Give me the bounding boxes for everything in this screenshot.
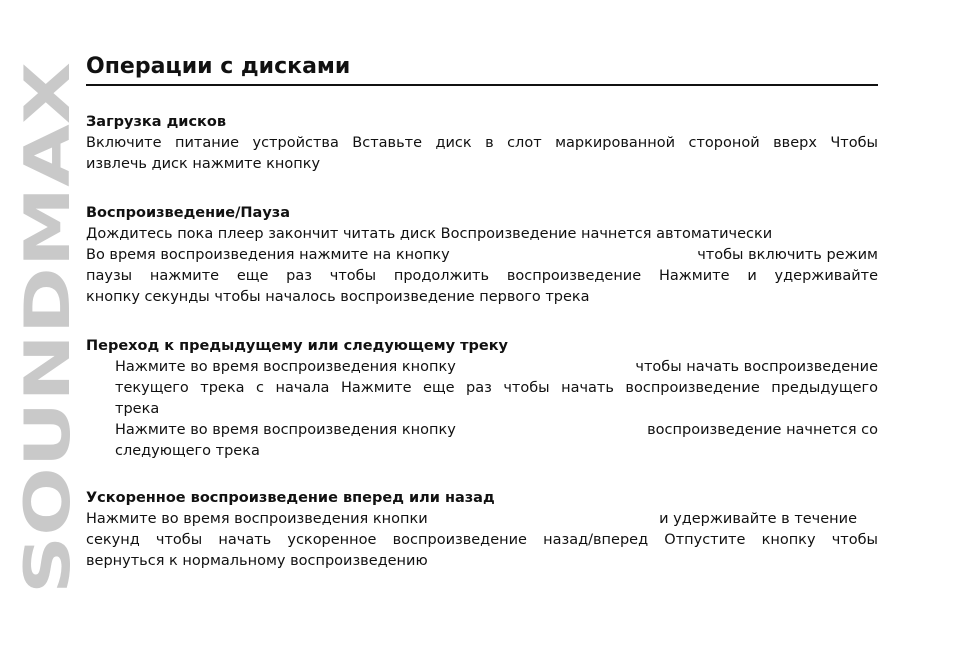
paragraph-line: паузы нажмите еще раз чтобы продолжить воспроизведение Нажмите и удерживайте (86, 268, 878, 284)
paragraph-line (86, 357, 878, 378)
section-track-skip (86, 336, 878, 462)
text-fragment: Нажмите во время воспроизведения кнопку (115, 422, 456, 438)
paragraph-line: текущего трека с начала Нажмите еще раз чтобы начать воспроизведение предыдущего (115, 380, 878, 396)
section-fast-forward-rewind (86, 488, 878, 572)
text-fragment: Нажмите во время воспроизведения кнопки (86, 511, 428, 527)
section-title: Воспроизведение/Пауза (86, 205, 290, 221)
paragraph-line: вернуться к нормальному воспроизведению (86, 553, 428, 569)
text-fragment: воспроизведение начнется со (647, 422, 878, 438)
paragraph-line: следующего трека (115, 443, 260, 459)
text-fragment: чтобы включить режим (697, 247, 878, 263)
paragraph-line: трека (115, 401, 160, 417)
paragraph-line: Включите питание устройства Вставьте диск в слот маркированной стороной вверх Чтобы (86, 135, 878, 151)
paragraph-line (86, 245, 878, 266)
section-disc-loading (86, 112, 878, 175)
paragraph-line: Дождитесь пока плеер закончит читать диск Воспроизведение начнется автоматически (86, 226, 773, 242)
section-title: Ускоренное воспроизведение вперед или назад (86, 490, 495, 506)
text-fragment: и удерживайте в течение (659, 511, 857, 527)
text-fragment: чтобы начать воспроизведение (635, 359, 878, 375)
section-play-pause (86, 203, 878, 308)
text-fragment: Во время воспроизведения нажмите на кнопку (86, 247, 450, 263)
page-content (86, 50, 878, 569)
brand-logo-text: SOUNDMAX (11, 185, 84, 594)
paragraph-line: кнопку секунды чтобы началось воспроизведение первого трека (86, 289, 590, 305)
soundmax-logo (11, 62, 84, 594)
paragraph-line (86, 420, 878, 441)
paragraph-line: извлечь диск нажмите кнопку (86, 156, 321, 172)
section-title: Загрузка дисков (86, 114, 227, 130)
text-fragment: Нажмите во время воспроизведения кнопку (115, 359, 456, 375)
paragraph-line: секунд чтобы начать ускоренное воспроизведение назад/вперед Отпустите кнопку чтобы (86, 532, 878, 548)
page-title: Операции с дисками (86, 50, 878, 86)
paragraph-line (86, 509, 878, 530)
section-title: Переход к предыдущему или следующему треку (86, 338, 509, 354)
